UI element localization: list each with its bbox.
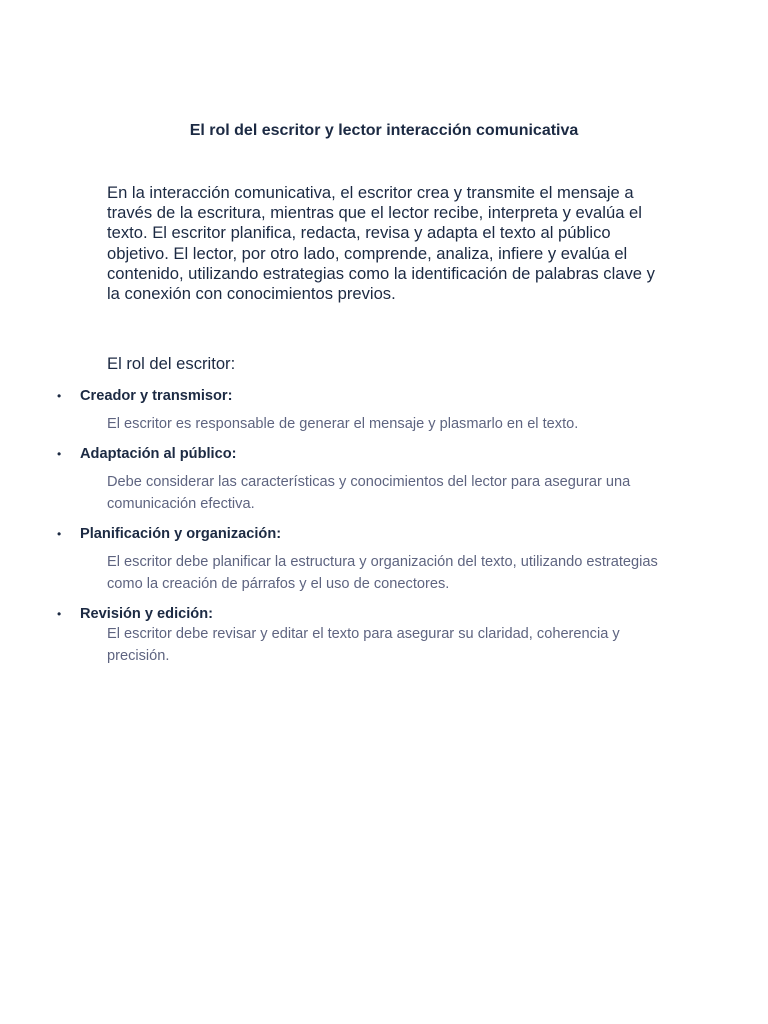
list-item-description: El escritor debe revisar y editar el texto para asegurar su claridad, coherencia y precisión. — [107, 626, 620, 664]
list-item-title: Creador y transmisor: — [80, 388, 233, 404]
bullet-marker: • — [57, 607, 62, 621]
intro-paragraph: En la interacción comunicativa, el escritor crea y transmite el mensaje a través de la escritura, mientras que el lector recibe, interpreta y evalúa el texto. El escritor planifica, redacta, revisa y adapta el texto al público objetivo. El lector, por otro lado, comprende, analiza, infiere y evalúa el contenido, utilizando estrategias como la identificación de palabras clave y la conexión con conocimientos previos. — [107, 183, 655, 304]
list-item-title: Planificación y organización: — [80, 526, 282, 542]
bullet-marker: • — [57, 447, 62, 461]
bullet-marker: • — [57, 527, 62, 541]
section-heading-writer-role: El rol del escritor: — [107, 354, 236, 373]
document-title: El rol del escritor y lector interacción comunicativa — [189, 122, 579, 139]
list-item-title: Revisión y edición: — [80, 606, 213, 622]
list-item-description: Debe considerar las características y conocimientos del lector para asegurar una comunicación efectiva. — [107, 474, 631, 512]
list-item-description: El escritor es responsable de generar el mensaje y plasmarlo en el texto. — [107, 416, 579, 432]
list-item-title: Adaptación al público: — [80, 446, 237, 462]
list-item-description: El escritor debe planificar la estructura y organización del texto, utilizando estrategias como la creación de párrafos y el uso de conectores. — [107, 554, 658, 592]
bullet-marker: • — [57, 389, 62, 403]
